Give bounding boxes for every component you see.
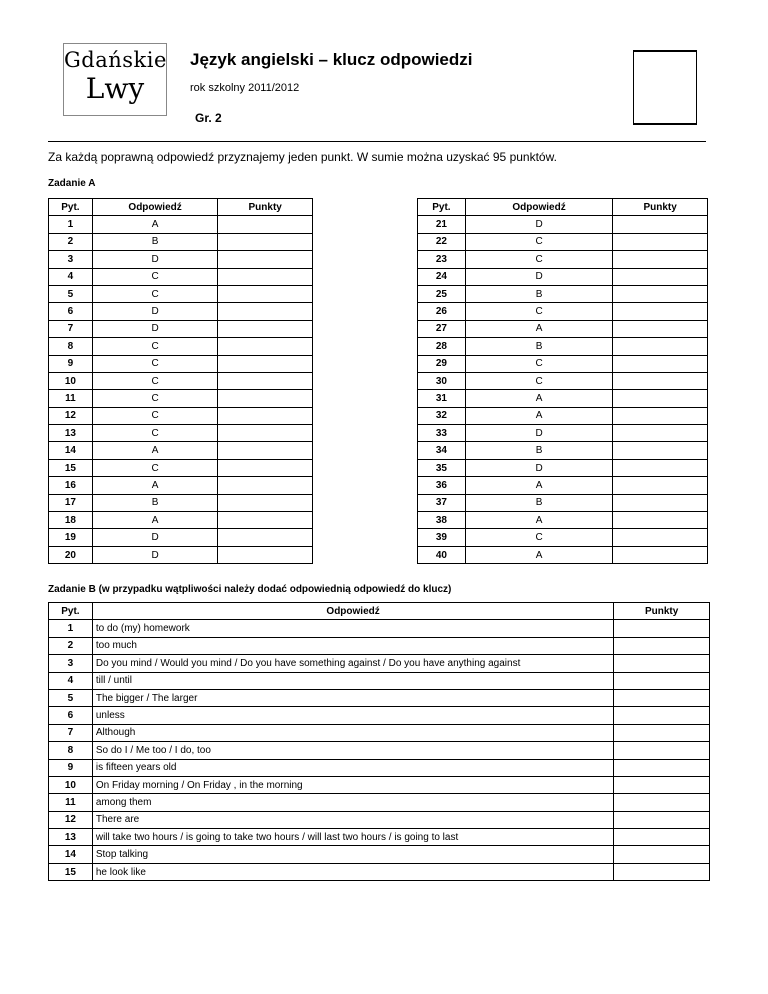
question-number: 25 bbox=[418, 285, 466, 302]
points-cell bbox=[218, 320, 313, 337]
table-row bbox=[418, 442, 708, 459]
answer-cell: C bbox=[92, 338, 218, 355]
points-cell bbox=[613, 459, 708, 476]
table-row bbox=[49, 672, 710, 689]
answer-cell: D bbox=[465, 268, 612, 285]
table-row bbox=[418, 494, 708, 511]
question-number: 6 bbox=[49, 707, 93, 724]
question-number: 7 bbox=[49, 724, 93, 741]
table-row bbox=[418, 251, 708, 268]
points-cell bbox=[218, 529, 313, 546]
points-cell bbox=[613, 268, 708, 285]
question-number: 12 bbox=[49, 407, 93, 424]
answer-cell: C bbox=[92, 268, 218, 285]
question-number: 5 bbox=[49, 285, 93, 302]
table-row bbox=[418, 372, 708, 389]
answer-cell: A bbox=[465, 546, 612, 563]
question-number: 14 bbox=[49, 846, 93, 863]
points-cell bbox=[218, 407, 313, 424]
answer-cell: C bbox=[465, 251, 612, 268]
question-number: 28 bbox=[418, 338, 466, 355]
question-number: 17 bbox=[49, 494, 93, 511]
points-cell bbox=[613, 512, 708, 529]
question-number: 12 bbox=[49, 811, 93, 828]
table-row bbox=[49, 303, 313, 320]
table-row bbox=[418, 512, 708, 529]
points-cell bbox=[613, 285, 708, 302]
points-cell bbox=[613, 251, 708, 268]
answer-cell: A bbox=[92, 442, 218, 459]
answer-cell: unless bbox=[92, 707, 613, 724]
question-number: 18 bbox=[49, 512, 93, 529]
answer-cell: C bbox=[92, 459, 218, 476]
table-row bbox=[49, 355, 313, 372]
question-number: 11 bbox=[49, 390, 93, 407]
section-b-title: Zadanie B (w przypadku wątpliwości należy dodać odpowiednią odpowiedź do klucz) bbox=[48, 584, 452, 595]
question-number: 35 bbox=[418, 459, 466, 476]
table-row bbox=[49, 285, 313, 302]
question-number: 31 bbox=[418, 390, 466, 407]
table-row bbox=[49, 776, 710, 793]
table-row bbox=[49, 546, 313, 563]
col-header-points: Punkty bbox=[218, 199, 313, 216]
answer-cell: A bbox=[465, 407, 612, 424]
table-row bbox=[49, 707, 710, 724]
question-number: 24 bbox=[418, 268, 466, 285]
question-number: 29 bbox=[418, 355, 466, 372]
table-row bbox=[49, 459, 313, 476]
points-cell bbox=[218, 425, 313, 442]
points-cell bbox=[614, 724, 710, 741]
answer-cell: D bbox=[465, 459, 612, 476]
points-cell bbox=[613, 355, 708, 372]
question-number: 20 bbox=[49, 546, 93, 563]
points-cell bbox=[218, 285, 313, 302]
points-cell bbox=[218, 442, 313, 459]
table-row bbox=[49, 216, 313, 233]
section-a-title: Zadanie A bbox=[48, 178, 96, 189]
col-header-points: Punkty bbox=[613, 199, 708, 216]
answer-cell: A bbox=[465, 512, 612, 529]
points-cell bbox=[218, 459, 313, 476]
question-number: 1 bbox=[49, 216, 93, 233]
answer-cell: C bbox=[465, 355, 612, 372]
question-number: 15 bbox=[49, 459, 93, 476]
question-number: 8 bbox=[49, 338, 93, 355]
score-box bbox=[633, 50, 697, 125]
points-cell bbox=[218, 512, 313, 529]
answer-cell: D bbox=[465, 425, 612, 442]
question-number: 36 bbox=[418, 477, 466, 494]
question-number: 22 bbox=[418, 233, 466, 250]
points-cell bbox=[614, 794, 710, 811]
question-number: 1 bbox=[49, 620, 93, 637]
answer-cell: B bbox=[92, 494, 218, 511]
table-row bbox=[418, 459, 708, 476]
divider bbox=[48, 141, 706, 142]
points-cell bbox=[614, 863, 710, 880]
answer-cell: is fifteen years old bbox=[92, 759, 613, 776]
answer-cell: Although bbox=[92, 724, 613, 741]
points-cell bbox=[613, 442, 708, 459]
answer-cell: D bbox=[92, 251, 218, 268]
table-row bbox=[49, 233, 313, 250]
answer-cell: D bbox=[92, 320, 218, 337]
answer-cell: A bbox=[465, 320, 612, 337]
answer-cell: B bbox=[465, 285, 612, 302]
table-row bbox=[49, 689, 710, 706]
answer-cell: So do I / Me too / I do, too bbox=[92, 742, 613, 759]
question-number: 4 bbox=[49, 268, 93, 285]
table-row bbox=[418, 425, 708, 442]
table-row bbox=[49, 620, 710, 637]
answer-cell: C bbox=[92, 355, 218, 372]
table-row bbox=[49, 529, 313, 546]
question-number: 32 bbox=[418, 407, 466, 424]
answer-cell: C bbox=[92, 390, 218, 407]
answer-cell: B bbox=[465, 442, 612, 459]
question-number: 10 bbox=[49, 776, 93, 793]
table-row bbox=[49, 372, 313, 389]
answer-cell: B bbox=[92, 233, 218, 250]
question-number: 10 bbox=[49, 372, 93, 389]
table-row bbox=[49, 637, 710, 654]
table-row bbox=[418, 529, 708, 546]
points-cell bbox=[218, 477, 313, 494]
question-number: 7 bbox=[49, 320, 93, 337]
answer-cell: Do you mind / Would you mind / Do you have something against / Do you have anything against bbox=[92, 655, 613, 672]
question-number: 9 bbox=[49, 759, 93, 776]
col-header-question: Pyt. bbox=[418, 199, 466, 216]
points-cell bbox=[614, 811, 710, 828]
question-number: 27 bbox=[418, 320, 466, 337]
points-cell bbox=[218, 268, 313, 285]
answer-cell: A bbox=[92, 512, 218, 529]
points-cell bbox=[614, 846, 710, 863]
points-cell bbox=[613, 320, 708, 337]
table-row bbox=[418, 233, 708, 250]
table-row bbox=[49, 846, 710, 863]
table-row bbox=[49, 794, 710, 811]
answer-cell: A bbox=[465, 390, 612, 407]
table-row bbox=[418, 407, 708, 424]
answer-cell: C bbox=[465, 303, 612, 320]
points-cell bbox=[613, 477, 708, 494]
table-row bbox=[418, 477, 708, 494]
points-cell bbox=[613, 233, 708, 250]
answer-cell: The bigger / The larger bbox=[92, 689, 613, 706]
table-row bbox=[49, 338, 313, 355]
col-header-points: Punkty bbox=[614, 603, 710, 620]
table-row bbox=[418, 320, 708, 337]
points-cell bbox=[614, 829, 710, 846]
points-cell bbox=[613, 529, 708, 546]
points-cell bbox=[613, 372, 708, 389]
table-row bbox=[49, 390, 313, 407]
points-cell bbox=[613, 494, 708, 511]
table-row bbox=[49, 863, 710, 880]
table-row bbox=[418, 216, 708, 233]
question-number: 13 bbox=[49, 425, 93, 442]
question-number: 38 bbox=[418, 512, 466, 529]
answer-cell: C bbox=[92, 425, 218, 442]
answer-cell: There are bbox=[92, 811, 613, 828]
table-row bbox=[49, 512, 313, 529]
table-row bbox=[49, 268, 313, 285]
points-cell bbox=[218, 546, 313, 563]
answer-table-right bbox=[417, 198, 708, 564]
question-number: 40 bbox=[418, 546, 466, 563]
question-number: 13 bbox=[49, 829, 93, 846]
table-row bbox=[49, 655, 710, 672]
question-number: 26 bbox=[418, 303, 466, 320]
points-cell bbox=[614, 655, 710, 672]
points-cell bbox=[218, 338, 313, 355]
table-row bbox=[418, 355, 708, 372]
answer-cell: to do (my) homework bbox=[92, 620, 613, 637]
answer-cell: D bbox=[92, 303, 218, 320]
table-row bbox=[49, 477, 313, 494]
answer-cell: C bbox=[92, 372, 218, 389]
answer-cell: he look like bbox=[92, 863, 613, 880]
points-cell bbox=[614, 776, 710, 793]
table-row bbox=[49, 742, 710, 759]
points-cell bbox=[613, 303, 708, 320]
points-cell bbox=[614, 689, 710, 706]
answer-cell: C bbox=[465, 529, 612, 546]
school-year: rok szkolny 2011/2012 bbox=[190, 82, 300, 94]
table-row bbox=[418, 285, 708, 302]
answer-cell: D bbox=[92, 529, 218, 546]
table-row bbox=[49, 407, 313, 424]
question-number: 8 bbox=[49, 742, 93, 759]
question-number: 3 bbox=[49, 251, 93, 268]
points-cell bbox=[218, 251, 313, 268]
question-number: 2 bbox=[49, 637, 93, 654]
table-row bbox=[418, 546, 708, 563]
answer-table-b bbox=[48, 602, 710, 881]
table-row bbox=[418, 390, 708, 407]
answer-cell: Stop talking bbox=[92, 846, 613, 863]
table-row bbox=[49, 320, 313, 337]
points-cell bbox=[218, 390, 313, 407]
points-cell bbox=[614, 759, 710, 776]
answer-cell: among them bbox=[92, 794, 613, 811]
question-number: 4 bbox=[49, 672, 93, 689]
table-row bbox=[49, 251, 313, 268]
points-cell bbox=[613, 338, 708, 355]
answer-cell: A bbox=[465, 477, 612, 494]
question-number: 33 bbox=[418, 425, 466, 442]
answer-cell: too much bbox=[92, 637, 613, 654]
table-row bbox=[49, 425, 313, 442]
points-cell bbox=[613, 216, 708, 233]
col-header-question: Pyt. bbox=[49, 199, 93, 216]
answer-cell: D bbox=[92, 546, 218, 563]
question-number: 19 bbox=[49, 529, 93, 546]
points-cell bbox=[613, 425, 708, 442]
question-number: 14 bbox=[49, 442, 93, 459]
points-cell bbox=[614, 707, 710, 724]
question-number: 34 bbox=[418, 442, 466, 459]
question-number: 2 bbox=[49, 233, 93, 250]
points-cell bbox=[218, 233, 313, 250]
answer-cell: will take two hours / is going to take two hours / will last two hours / is going to last bbox=[92, 829, 613, 846]
table-row bbox=[49, 442, 313, 459]
question-number: 6 bbox=[49, 303, 93, 320]
page-title: Język angielski – klucz odpowiedzi bbox=[190, 50, 473, 69]
question-number: 15 bbox=[49, 863, 93, 880]
table-row bbox=[418, 268, 708, 285]
points-cell bbox=[614, 620, 710, 637]
table-row bbox=[418, 303, 708, 320]
answer-cell: C bbox=[92, 407, 218, 424]
points-cell bbox=[614, 742, 710, 759]
answer-cell: C bbox=[92, 285, 218, 302]
table-row bbox=[49, 724, 710, 741]
points-cell bbox=[614, 637, 710, 654]
answer-cell: D bbox=[465, 216, 612, 233]
col-header-answer: Odpowiedź bbox=[92, 603, 613, 620]
question-number: 5 bbox=[49, 689, 93, 706]
points-cell bbox=[218, 372, 313, 389]
points-cell bbox=[218, 494, 313, 511]
question-number: 11 bbox=[49, 794, 93, 811]
logo-line1: Gdańskie bbox=[64, 48, 167, 72]
col-header-question: Pyt. bbox=[49, 603, 93, 620]
answer-cell: On Friday morning / On Friday , in the morning bbox=[92, 776, 613, 793]
answer-table-left bbox=[48, 198, 313, 564]
question-number: 16 bbox=[49, 477, 93, 494]
question-number: 3 bbox=[49, 655, 93, 672]
points-cell bbox=[218, 355, 313, 372]
question-number: 23 bbox=[418, 251, 466, 268]
table-row bbox=[49, 494, 313, 511]
table-row bbox=[49, 759, 710, 776]
table-row bbox=[418, 338, 708, 355]
question-number: 37 bbox=[418, 494, 466, 511]
table-row bbox=[49, 829, 710, 846]
col-header-answer: Odpowiedź bbox=[92, 199, 218, 216]
col-header-answer: Odpowiedź bbox=[465, 199, 612, 216]
answer-cell: A bbox=[92, 216, 218, 233]
table-row bbox=[49, 811, 710, 828]
group-label: Gr. 2 bbox=[195, 111, 222, 125]
question-number: 39 bbox=[418, 529, 466, 546]
intro-text: Za każdą poprawną odpowiedź przyznajemy jeden punkt. W sumie można uzyskać 95 punktów. bbox=[48, 150, 557, 164]
answer-cell: till / until bbox=[92, 672, 613, 689]
points-cell bbox=[613, 546, 708, 563]
points-cell bbox=[614, 672, 710, 689]
answer-cell: C bbox=[465, 372, 612, 389]
question-number: 9 bbox=[49, 355, 93, 372]
points-cell bbox=[218, 216, 313, 233]
answer-cell: A bbox=[92, 477, 218, 494]
question-number: 30 bbox=[418, 372, 466, 389]
points-cell bbox=[613, 407, 708, 424]
logo-line2: Lwy bbox=[85, 72, 145, 105]
logo bbox=[63, 43, 167, 116]
points-cell bbox=[613, 390, 708, 407]
answer-cell: C bbox=[465, 233, 612, 250]
answer-cell: B bbox=[465, 338, 612, 355]
answer-cell: B bbox=[465, 494, 612, 511]
points-cell bbox=[218, 303, 313, 320]
question-number: 21 bbox=[418, 216, 466, 233]
